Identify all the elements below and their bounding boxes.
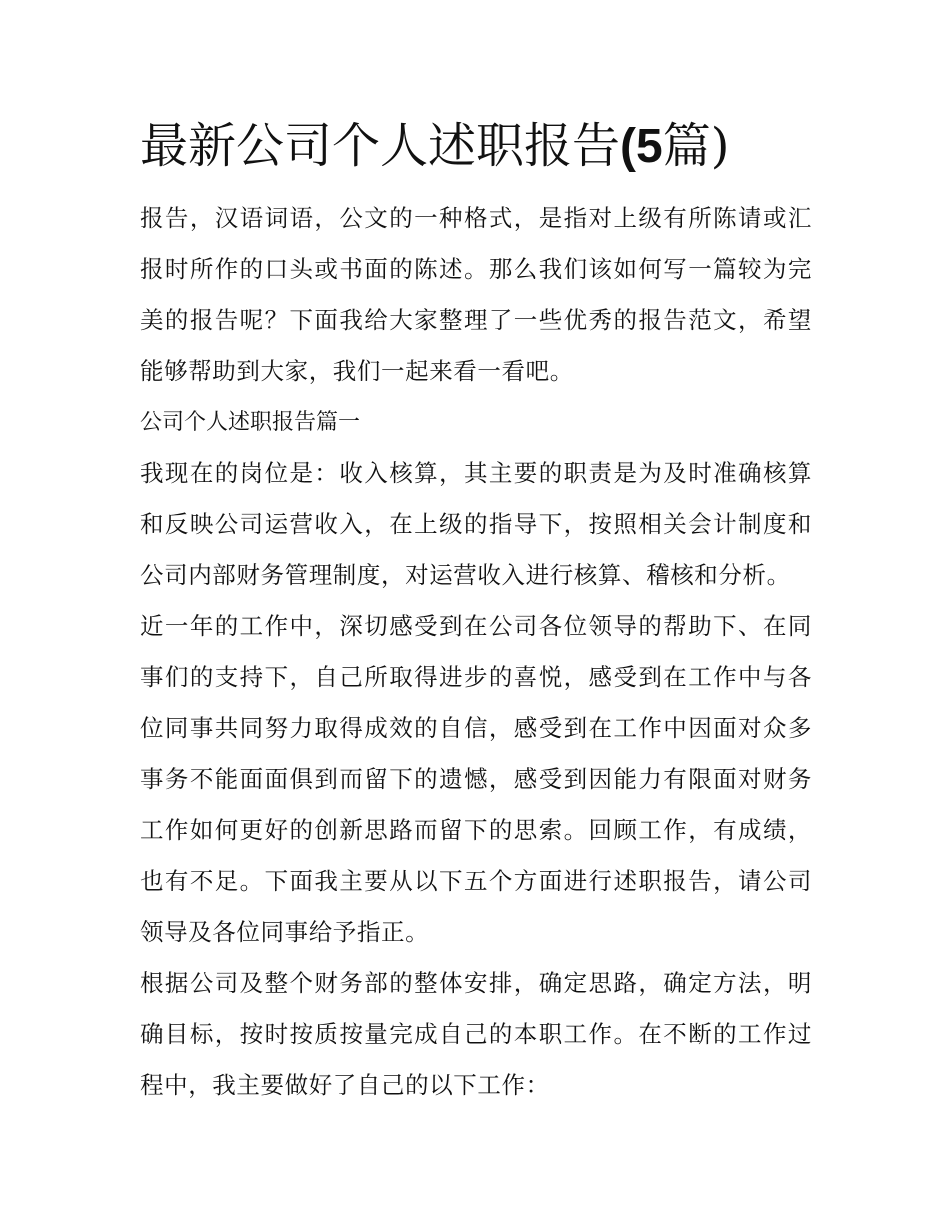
body-paragraph-3: 根据公司及整个财务部的整体安排，确定思路，确定方法，明确目标，按时按质按量完成自己的本职工作。在不断的工作过程中，我主要做好了自己的以下工作：	[140, 969, 812, 1099]
body-paragraph-2: 近一年的工作中，深切感受到在公司各位领导的帮助下、在同事们的支持下，自己所取得进步的喜悦，感受到在工作中与各位同事共同努力取得成效的自信，感受到在工作中因面对众多事务不能面面俱到而留下的遗憾，感受到因能力有限面对财务工作如何更好的创新思路而留下的思索。回顾工作，有成绩，也有不足。下面我主要从以下五个方面进行述职报告，请公司领导及各位同事给予指正。	[140, 612, 812, 946]
document-title	[140, 112, 812, 181]
intro-paragraph: 报告，汉语词语，公文的一种格式，是指对上级有所陈请或汇报时所作的口头或书面的陈述。那么我们该如何写一篇较为完美的报告呢？下面我给大家整理了一些优秀的报告范文，希望能够帮助到大家，我们一起来看一看吧。	[140, 204, 812, 385]
section-heading: 公司个人述职报告篇一	[140, 410, 361, 435]
body-paragraph-1: 我现在的岗位是：收入核算，其主要的职责是为及时准确核算和反映公司运营收入，在上级的指导下，按照相关会计制度和公司内部财务管理制度，对运营收入进行核算、稽核和分析。	[140, 459, 812, 589]
title-main: 最新公司个人述职报告	[140, 118, 621, 174]
title-suffix: (5	[620, 120, 663, 173]
title-tail: 篇)	[662, 118, 730, 174]
document-body	[140, 112, 812, 1111]
